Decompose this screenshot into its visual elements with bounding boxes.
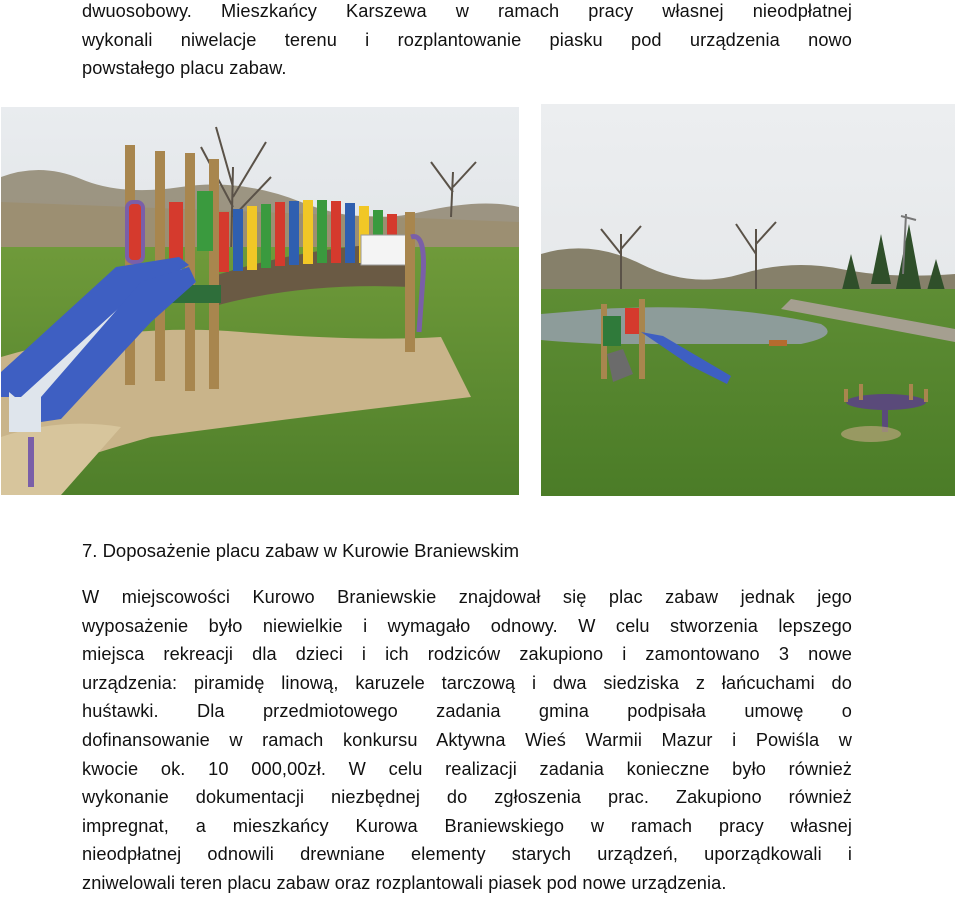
section-line: kwocie ok. 10 000,00zł. W celu realizacji zadania konieczne było również: [82, 758, 852, 779]
photo-playground-pond: [541, 104, 955, 496]
section-heading: 7. Doposażenie placu zabaw w Kurowie Braniewskim: [82, 540, 520, 561]
intro-paragraph: [82, 0, 852, 83]
section-line: zniwelowali teren placu zabaw oraz rozplantowali piasek pod nowe urządzenia.: [82, 872, 727, 893]
section-line: W miejscowości Kurowo Braniewskie znajdował się plac zabaw jednak jego: [82, 587, 852, 607]
section-line: urządzenia: piramidę linową, karuzele tarczową i dwa siedziska z łańcuchami do: [82, 672, 852, 693]
section-line: wykonanie dokumentacji niezbędnej do zgłoszenia prac. Zakupiono również: [82, 787, 852, 808]
section-line: huśtawki. Dla przedmiotowego zadania gmina podpisała umowę o: [82, 701, 852, 722]
intro-line: powstałego placu zabaw.: [82, 58, 287, 79]
section-line: nieodpłatnej odnowili drewniane elementy starych urządzeń, uporządkowali i: [82, 844, 852, 865]
photo-playground-slide: [1, 107, 519, 495]
section-line: wyposażenie było niewielkie i wymagało odnowy. W celu stworzenia lepszego: [82, 615, 852, 636]
intro-line: wykonali niwelacje terenu i rozplantowanie piasku pod urządzenia nowo: [82, 29, 852, 50]
section-paragraph: [82, 583, 852, 898]
section-line: miejsca rekreacji dla dzieci i ich rodziców zakupiono i zamontowano 3 nowe: [82, 644, 852, 665]
section-line: impregnat, a mieszkańcy Kurowa Braniewskiego w ramach pracy własnej: [82, 815, 852, 836]
intro-line: dwuosobowy. Mieszkańcy Karszewa w ramach pracy własnej nieodpłatnej: [82, 1, 852, 21]
section-line: dofinansowanie w ramach konkursu Aktywna Wieś Warmii Mazur i Powiśla w: [82, 729, 852, 750]
